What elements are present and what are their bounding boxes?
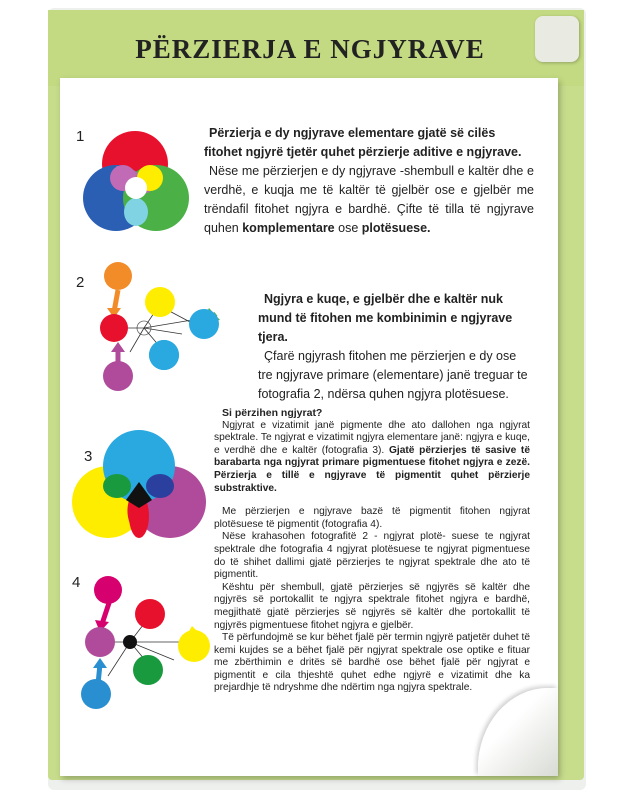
section-2-paragraph: Çfarë ngjyrash fitohen me përzierjen e dy ose tre ngjyrave primare (elementare) janë treguar te fotografia 2, ndërsa quhen ngjyra plotësuese.: [258, 349, 528, 401]
section-3-p1-normal: Ngjyrat e vizatimit janë pigmente dhe ato dallohen nga ngjyrat spektrale. Te ngjyrat e vizatimit ngjyra elementare janë: ngjyra e kuqe, e verdhë dhe e kaltër (fotografia 3).: [214, 419, 530, 456]
spectral-complement-figure: [96, 262, 246, 394]
black-center: [123, 635, 137, 649]
section-3-paragraph-5: Të përfundojmë se kur bëhet fjalë për termin ngjyrë patjetër duhet të kemi kujdes se a bëhet fjalë për ngjyrat spektrale ose optike e fituar me zbërthimin e dritës së bardhë ose bëhet fjalë për ngjyrat e pigmentit e cila thjeshtë quhet edhe ngjyrë e vizatimit dhe ka prejardhje të ndryshme dhe ndërtim nga ngjyra spektrale.: [214, 632, 530, 694]
figure-number-1: 1: [76, 128, 85, 145]
green-circle: [133, 655, 163, 685]
section-1-text: [204, 124, 534, 238]
section-3-paragraph-2: Me përzierjen e ngjyrave bazë të pigmentit fitohen ngjyrat plotësuese të pigmentit (fotografia 4).: [214, 506, 530, 530]
additive-mixing-figure: [80, 126, 200, 238]
yellow-circle: [145, 287, 175, 317]
section-3-paragraph-3: Nëse krahasohen fotografitë 2 - ngjyrat plotë- suese te ngjyrat spektrale dhe fotografia 4 ngjyrat plotësuese te ngjyrat pigmentuese do të shihet dallimi gjatë përzierjes te ngjyrat spektrale dhe ato të pigmentit.: [214, 531, 530, 581]
term-complementary: komplementare: [242, 221, 335, 235]
section-3-paragraph-4: Kështu për shembull, gjatë përzierjes së ngjyrës së kaltër dhe ngjyrës së portokallit te ngjyra spektrale fitohet ngjyra e bardhë, megjithatë gjatë përzierjes së ngjyrës së kaltër dhe portokallit të ngjyrës pigmentuese fitohet ngjyra e gjelbër.: [214, 581, 530, 631]
section-1-lead: Nëse me përzierjen e dy ngjyrave -shembull e kaltër dhe e verdhë, e kuqja me të kaltër të gjelbër ose e gjelbër me trëndafil fitohet ngjyra e bardhë. Çifte të tilla të ngjyrave quhen: [204, 164, 534, 235]
yellow-circle: [178, 630, 210, 662]
section-1-paragraph: [204, 162, 534, 238]
blue-circle: [81, 679, 111, 709]
figure-number-3: 3: [84, 448, 93, 465]
term-complementary-2: plotësuese.: [361, 221, 431, 235]
purple-circle: [85, 627, 115, 657]
corner-tab: [535, 16, 579, 62]
pigment-complement-figure: [80, 576, 230, 714]
purple-circle: [103, 361, 133, 391]
figure-number-2: 2: [76, 274, 85, 291]
section-3-heading: Si përzihen ngjyrat?: [222, 407, 323, 419]
cyan-circle: [189, 309, 219, 339]
section-3-p1-bold: Gjatë përzierjes të sasive të barabarta nga ngjyrat primare pigmentuese fitohet ngjyra e zezë. Përzierja e tillë e ngjyrave të pigmentit quhet përzierje substraktive.: [214, 444, 530, 494]
section-3-text: [214, 407, 530, 695]
magenta-circle: [94, 576, 122, 604]
red-circle: [135, 599, 165, 629]
section-1-conj: ose: [334, 221, 362, 235]
orange-circle: [104, 262, 132, 290]
red-circle: [100, 314, 128, 342]
section-2-bold-paragraph: Ngjyra e kuqe, e gjelbër dhe e kaltër nuk mund të fitohen me kombinimin e ngjyrave tjera.: [258, 292, 513, 344]
subtractive-mixing-figure: [70, 428, 210, 548]
section-3-paragraph-1: [214, 420, 530, 496]
page-title: PËRZIERJA E NGJYRAVE: [135, 34, 485, 64]
section-1-bold-paragraph: Përzierja e dy ngjyrave elementare gjatë së cilës fitohet ngjyrë tjetër quhet përzierje aditive e ngjyrave.: [204, 126, 522, 159]
section-2-text: [258, 290, 530, 404]
figure-number-4: 4: [72, 574, 81, 591]
